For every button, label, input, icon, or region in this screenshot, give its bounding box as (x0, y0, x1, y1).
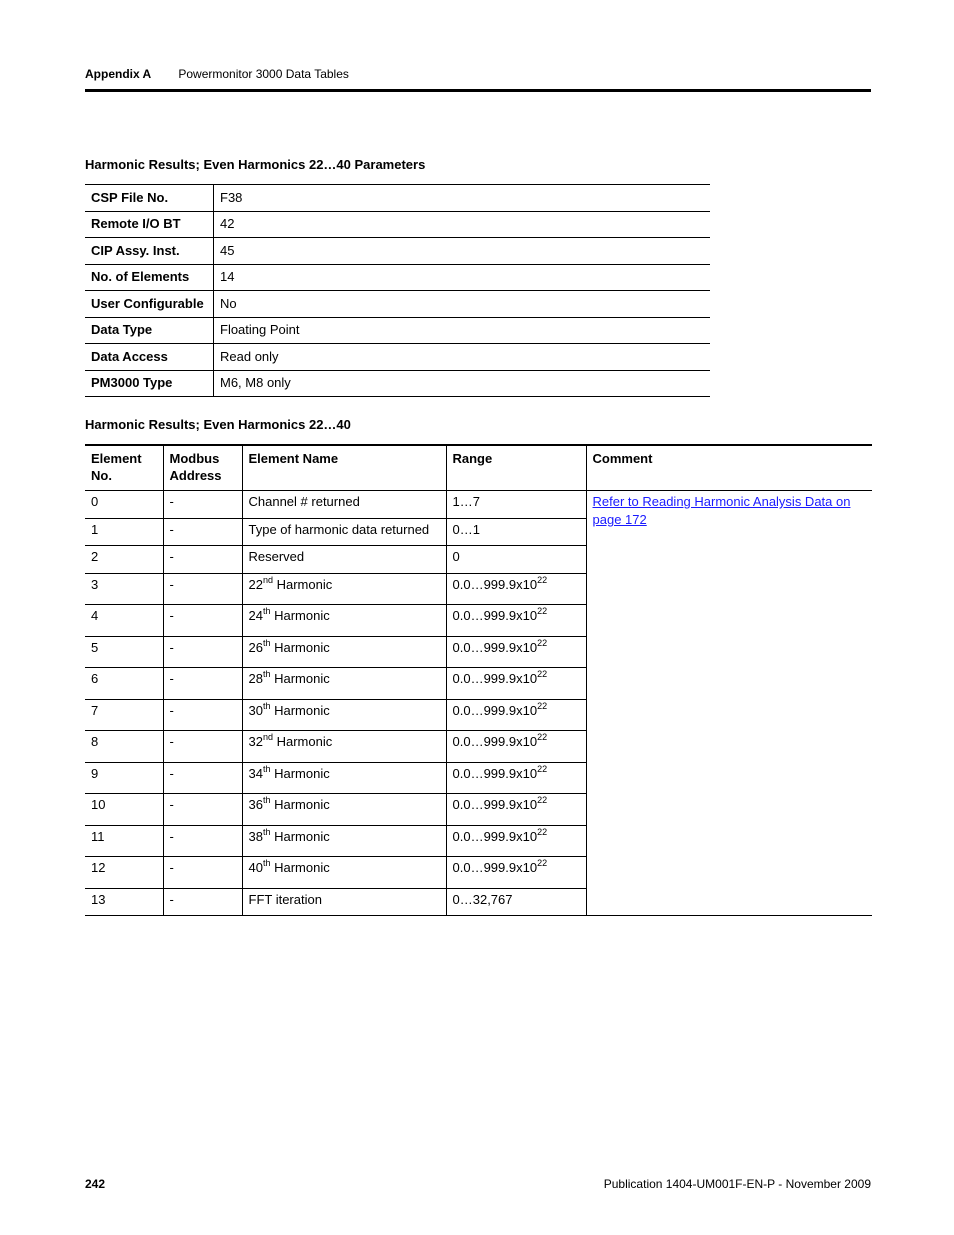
modbus-cell: - (163, 762, 242, 794)
element-no-cell: 9 (85, 762, 163, 794)
element-no-cell: 10 (85, 794, 163, 826)
element-no-cell: 7 (85, 699, 163, 731)
range-cell: $0.0\dots 999.9x10^{22}$ (446, 762, 586, 794)
range-cell: $0.0\dots 999.9x10^{22}$ (446, 699, 586, 731)
page-header (85, 65, 871, 87)
element-name-cell: 24th Harmonic (242, 605, 446, 637)
element-no-cell: 11 (85, 825, 163, 857)
param-row (85, 264, 710, 291)
range-cell: $0.0\dots 999.9x10^{22}$ (446, 605, 586, 637)
page-number: 242 (85, 1177, 106, 1191)
element-name-cell: 36th Harmonic (242, 794, 446, 826)
column-header-range: Range (446, 445, 586, 491)
modbus-cell: - (163, 573, 242, 605)
element-name-cell: Reserved (242, 546, 446, 574)
param-row (85, 317, 710, 344)
parameters-table-caption: Harmonic Results; Even Harmonics 22…40 Parameters (85, 157, 426, 172)
element-name-cell: 38th Harmonic (242, 825, 446, 857)
range-cell: 0 (446, 546, 586, 574)
param-value: Floating Point (214, 317, 711, 344)
element-name-cell: FFT iteration (242, 888, 446, 916)
modbus-cell: - (163, 668, 242, 700)
param-row (85, 238, 710, 265)
param-value: Read only (214, 344, 711, 371)
param-row (85, 291, 710, 318)
modbus-cell: - (163, 636, 242, 668)
range-cell: $0.0\dots 999.9x10^{22}$ (446, 668, 586, 700)
comment-cell (586, 491, 872, 916)
param-key: CSP File No. (85, 185, 214, 212)
column-header-element-no: Element No. (85, 445, 163, 491)
modbus-cell: - (163, 825, 242, 857)
table-header-row (85, 445, 872, 491)
param-key: User Configurable (85, 291, 214, 318)
element-no-cell: 1 (85, 518, 163, 546)
range-cell: $0.0\dots 999.9x10^{22}$ (446, 636, 586, 668)
element-no-cell: 5 (85, 636, 163, 668)
element-no-cell: 13 (85, 888, 163, 916)
column-header-comment: Comment (586, 445, 872, 491)
range-cell: 0…32,767 (446, 888, 586, 916)
element-name-cell: 40th Harmonic (242, 857, 446, 889)
element-no-cell: 4 (85, 605, 163, 637)
header-title: Powermonitor 3000 Data Tables (178, 67, 349, 81)
modbus-cell: - (163, 518, 242, 546)
param-key: No. of Elements (85, 264, 214, 291)
element-name-cell: Channel # returned (242, 491, 446, 519)
param-key: Data Type (85, 317, 214, 344)
range-cell: 0…1 (446, 518, 586, 546)
parameters-table (85, 184, 710, 397)
element-name-cell: 34th Harmonic (242, 762, 446, 794)
range-cell: $0.0\dots 999.9x10^{22}$ (446, 794, 586, 826)
data-table-caption: Harmonic Results; Even Harmonics 22…40 (85, 417, 351, 432)
column-header-modbus-address: Modbus Address (163, 445, 242, 491)
modbus-cell: - (163, 794, 242, 826)
element-no-cell: 8 (85, 731, 163, 763)
element-no-cell: 12 (85, 857, 163, 889)
element-name-cell: 32nd Harmonic (242, 731, 446, 763)
publication-info: Publication 1404-UM001F-EN-P - November 2009 (603, 1177, 871, 1191)
modbus-cell: - (163, 605, 242, 637)
column-header-element-name: Element Name (242, 445, 446, 491)
header-divider (85, 89, 871, 92)
range-cell: 1…7 (446, 491, 586, 519)
param-value: 42 (214, 211, 711, 238)
param-value: 14 (214, 264, 711, 291)
modbus-cell: - (163, 857, 242, 889)
appendix-label: Appendix A (85, 67, 152, 81)
param-row (85, 370, 710, 397)
element-no-cell: 2 (85, 546, 163, 574)
param-key: CIP Assy. Inst. (85, 238, 214, 265)
modbus-cell: - (163, 888, 242, 916)
param-value: F38 (214, 185, 711, 212)
range-cell: $0.0\dots 999.9x10^{22}$ (446, 857, 586, 889)
param-key: Remote I/O BT (85, 211, 214, 238)
param-row (85, 344, 710, 371)
table-row (85, 491, 872, 519)
element-name-cell: 30th Harmonic (242, 699, 446, 731)
modbus-cell: - (163, 699, 242, 731)
modbus-cell: - (163, 731, 242, 763)
harmonic-data-table (85, 444, 872, 916)
range-cell: $0.0\dots 999.9x10^{22}$ (446, 731, 586, 763)
param-key: Data Access (85, 344, 214, 371)
range-cell: $0.0\dots 999.9x10^{22}$ (446, 825, 586, 857)
param-row (85, 185, 710, 212)
harmonic-analysis-link[interactable]: Refer to Reading Harmonic Analysis Data on page 172 (592, 494, 851, 527)
param-row (85, 211, 710, 238)
element-name-cell: 22nd Harmonic (242, 573, 446, 605)
param-value: M6, M8 only (214, 370, 711, 397)
element-name-cell: Type of harmonic data returned (242, 518, 446, 546)
element-no-cell: 0 (85, 491, 163, 519)
element-name-cell: 26th Harmonic (242, 636, 446, 668)
param-value: No (214, 291, 711, 318)
modbus-cell: - (163, 491, 242, 519)
param-key: PM3000 Type (85, 370, 214, 397)
modbus-cell: - (163, 546, 242, 574)
element-no-cell: 6 (85, 668, 163, 700)
range-cell: $0.0\dots 999.9x10^{22}$ (446, 573, 586, 605)
element-no-cell: 3 (85, 573, 163, 605)
element-name-cell: 28th Harmonic (242, 668, 446, 700)
param-value: 45 (214, 238, 711, 265)
